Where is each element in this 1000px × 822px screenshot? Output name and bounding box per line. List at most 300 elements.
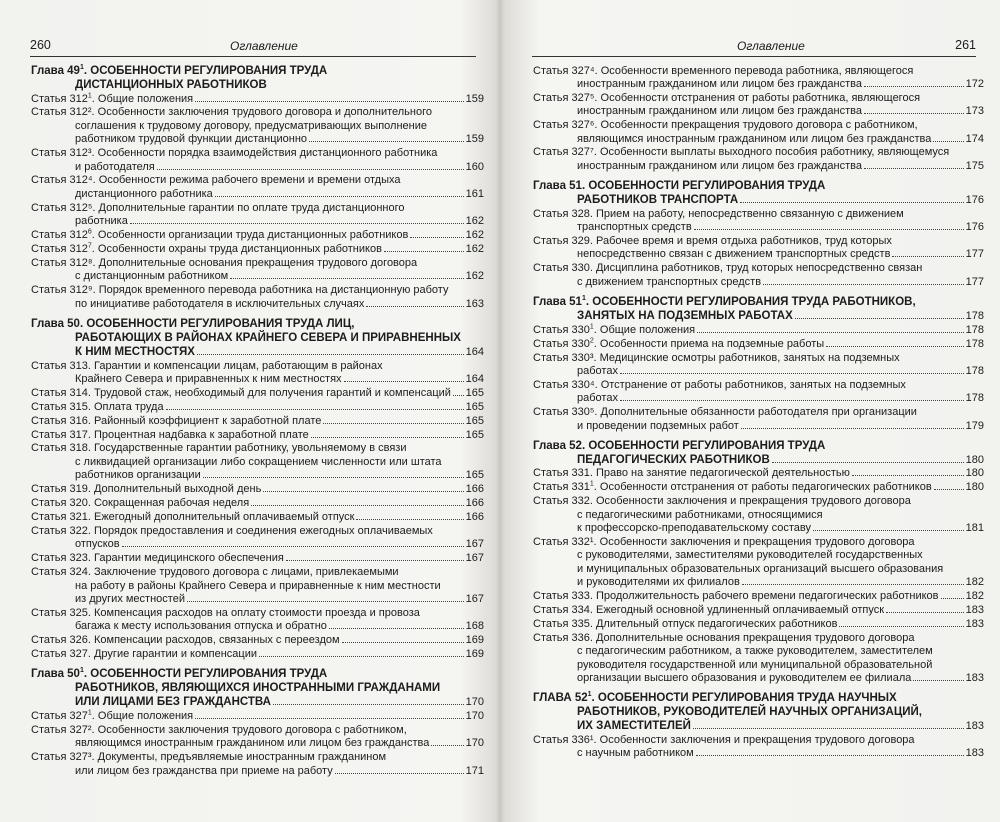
entry-text: работах (577, 364, 618, 377)
dot-leader (941, 598, 964, 599)
entry-line (31, 373, 484, 386)
entry-line (31, 188, 484, 201)
entry-line (533, 672, 984, 685)
entry-text: Статья 323. Гарантии медицинского обеспечения (31, 552, 284, 565)
toc-entry[interactable] (31, 415, 484, 428)
dot-leader (286, 560, 464, 561)
toc-entry[interactable] (31, 552, 484, 565)
entry-text: Статья 326. Компенсации расходов, связанных с переездом (31, 634, 340, 647)
entry-line (31, 648, 484, 661)
entry-line (31, 634, 484, 647)
toc-entry[interactable] (533, 590, 984, 603)
page-ref: 167 (465, 592, 484, 605)
entry-text: ЗАНЯТЫХ НА ПОДЗЕМНЫХ РАБОТАХ (577, 310, 793, 323)
entry-text: Статья $331^1$. Особенности отстранения от работы педагогических работников (533, 480, 932, 494)
entry-text: Статья $330^2$. Особенности приема на подземные работы (533, 336, 825, 350)
page-ref: 175 (965, 159, 984, 172)
entry-text: с научным работником (577, 747, 694, 760)
toc-entry[interactable] (31, 401, 484, 414)
page-ref: 169 (465, 634, 484, 647)
entry-line (31, 620, 484, 633)
dot-leader (742, 584, 964, 585)
toc-chapter (533, 439, 984, 686)
page-ref: 182 (965, 590, 984, 603)
entry-text: с дистанционным работником (75, 270, 229, 283)
toc-chapter (533, 65, 984, 174)
dot-leader (620, 373, 964, 374)
entry-text: Статья 320. Сокращенная рабочая неделя (31, 497, 250, 510)
page-ref: 183 (965, 604, 984, 616)
dot-leader (933, 141, 963, 142)
page-ref: 178 (965, 310, 984, 323)
page-ref: 183 (965, 747, 984, 760)
running-header (532, 36, 976, 57)
entry-text: Статья 314. Трудовой стаж, необходимый для получения гарантий и компенсаций (31, 386, 451, 399)
dot-leader (864, 86, 964, 87)
entry-line (31, 538, 484, 551)
entry-line: Статья 332¹. Особенности заключения и прекращения трудового договора (533, 535, 915, 548)
chapter-heading-line (31, 78, 484, 92)
left-page (0, 0, 496, 822)
entry-text: Статья $312^6$. Особенности организации труда дистанционных работников (31, 228, 409, 242)
toc-entry[interactable] (533, 235, 984, 262)
toc-entry[interactable] (533, 146, 984, 173)
entry-line (31, 737, 484, 750)
entry-text: Статья 319. Дополнительный выходной день (31, 483, 262, 496)
chapter-heading-line (31, 695, 484, 709)
toc-entry[interactable] (31, 360, 484, 387)
toc-entry[interactable] (31, 648, 484, 661)
entry-line (533, 133, 984, 146)
page-ref: 177 (965, 248, 984, 261)
entry-line: Статья 318. Государственные гарантии работнику, увольняемому в связи (31, 442, 407, 455)
page-ref: 170 (465, 696, 484, 709)
chapter-heading[interactable] (533, 439, 984, 467)
dot-leader (122, 546, 464, 547)
chapter-heading-line: РАБОТНИКОВ, РУКОВОДИТЕЛЕЙ НАУЧНЫХ ОРГАНИЗАЦИЙ, (577, 706, 922, 719)
dot-leader (741, 428, 964, 429)
entry-text: Статья 333. Продолжительность рабочего времени педагогических работников (533, 590, 939, 603)
toc-entry[interactable] (533, 406, 984, 433)
dot-leader (311, 437, 464, 438)
page-ref: 171 (465, 764, 484, 777)
page-ref: 165 (465, 428, 484, 441)
entry-text: ПЕДАГОГИЧЕСКИХ РАБОТНИКОВ (577, 453, 770, 466)
page-ref: 176 (965, 221, 984, 234)
toc-entry[interactable] (533, 92, 984, 119)
dot-leader (259, 656, 464, 657)
toc-entry[interactable] (31, 229, 484, 242)
entry-line: с ликвидацией организации либо сокращением численности или штата (75, 455, 442, 468)
dot-leader (203, 477, 464, 478)
running-header (30, 36, 476, 57)
dot-leader (892, 256, 963, 257)
entry-line: Статья 322. Порядок предоставления и соединения ежегодных оплачиваемых (31, 524, 433, 537)
entry-line (31, 243, 484, 256)
toc-entry[interactable] (533, 262, 984, 289)
chapter-heading-line (533, 453, 984, 467)
toc-entry[interactable] (533, 119, 984, 146)
entry-text: Крайнего Севера и приравненных к ним местностях (75, 372, 342, 385)
entry-text: Статья 316. Районный коэффициент к заработной плате (31, 414, 322, 427)
toc-entry[interactable] (31, 607, 484, 634)
page-ref: 163 (465, 297, 484, 310)
entry-text: ИЛИ ЛИЦАМИ БЕЗ ГРАЖДАНСТВА (75, 696, 271, 709)
chapter-heading-line (533, 719, 984, 733)
entry-line: Статья 312². Особенности заключения трудового договора и дополнительного (31, 106, 432, 119)
page-ref: 167 (465, 538, 484, 551)
toc-entry[interactable] (31, 257, 484, 284)
entry-text: дистанционного работника (75, 187, 213, 200)
dot-leader (187, 601, 464, 602)
entry-line (31, 387, 484, 400)
toc-entry[interactable] (31, 525, 484, 552)
entry-text: Статья 315. Оплата труда (31, 400, 164, 413)
chapter-heading[interactable] (533, 691, 984, 733)
entry-text: работах (577, 392, 618, 405)
dot-leader (772, 462, 964, 463)
toc-entry[interactable] (533, 338, 984, 351)
page-ref: 178 (965, 364, 984, 377)
entry-text: и руководителями их филиалов (577, 576, 740, 589)
entry-line (533, 467, 984, 480)
toc-entry[interactable] (31, 93, 484, 106)
entry-line (533, 105, 984, 118)
table-of-contents (31, 64, 484, 778)
toc-entry[interactable] (533, 536, 984, 590)
page-ref: 165 (465, 414, 484, 427)
dot-leader (694, 229, 964, 230)
toc-entry[interactable] (31, 511, 484, 524)
page-ref: 180 (965, 453, 984, 466)
toc-entry[interactable] (31, 497, 484, 510)
entry-text: работника (75, 215, 128, 228)
dot-leader (263, 491, 463, 492)
toc-entry[interactable] (31, 147, 484, 174)
entry-line (533, 392, 984, 405)
page-ref: 162 (465, 215, 484, 228)
entry-line (533, 747, 984, 760)
entry-line (31, 497, 484, 510)
chapter-heading[interactable] (533, 179, 984, 207)
page-ref: 183 (965, 720, 984, 733)
entry-line (533, 78, 984, 91)
entry-line (533, 590, 984, 603)
entry-text: непосредственно связан с движением транспортных средств (577, 248, 891, 261)
chapter-heading-line: РАБОТНИКОВ, ЯВЛЯЮЩИХСЯ ИНОСТРАННЫМИ ГРАЖДАНАМИ (75, 682, 441, 695)
toc-entry[interactable] (31, 106, 484, 146)
toc-entry[interactable] (533, 379, 984, 406)
dot-leader (864, 168, 964, 169)
entry-line (31, 710, 484, 723)
entry-text: являющимся иностранным гражданином или лицом без гражданства (75, 737, 430, 750)
toc-entry[interactable] (533, 734, 984, 761)
entry-line (31, 511, 484, 524)
page-ref: 183 (965, 617, 984, 630)
dot-leader (693, 728, 964, 729)
page-ref: 170 (465, 709, 484, 722)
entry-line (31, 552, 484, 565)
dot-leader (763, 284, 964, 285)
chapter-heading-line: Глава 50. ОСОБЕННОСТИ РЕГУЛИРОВАНИЯ ТРУДА ЛИЦ, (31, 318, 355, 330)
toc-entry[interactable] (533, 632, 984, 686)
page-ref: 165 (465, 469, 484, 482)
toc-entry[interactable] (533, 481, 984, 494)
toc-entry[interactable] (31, 566, 484, 606)
toc-entry[interactable] (31, 429, 484, 442)
entry-text: с движением транспортных средств (577, 275, 762, 288)
entry-line (31, 133, 484, 146)
dot-leader (251, 505, 463, 506)
entry-text: Статья 331. Право на занятие педагогической деятельностью (533, 467, 850, 480)
entry-line (533, 365, 984, 378)
page-ref: 172 (965, 77, 984, 90)
dot-leader (697, 332, 964, 333)
toc-entry[interactable] (31, 243, 484, 256)
toc-entry[interactable] (533, 352, 984, 379)
toc-entry[interactable] (31, 724, 484, 751)
chapter-heading[interactable] (533, 295, 984, 323)
page-ref: 178 (965, 337, 984, 350)
entry-line: соглашения к трудовому договору, предусматривающих выполнение (75, 119, 427, 132)
toc-entry[interactable] (533, 495, 984, 535)
toc-entry[interactable] (31, 174, 484, 201)
entry-line: Статья 312³. Особенности порядка взаимодействия дистанционного работника (31, 147, 438, 160)
entry-text: иностранным гражданином или лицом без гражданства (577, 105, 862, 118)
dot-leader (195, 718, 464, 719)
entry-line: и муниципальных образовательных организаций высшего образования (577, 562, 944, 575)
dot-leader (215, 196, 464, 197)
page-number: 261 (955, 38, 976, 52)
entry-line: Статья 330⁵. Дополнительные обязанности работодателя при организации (533, 406, 917, 419)
page-ref: 169 (465, 648, 484, 661)
dot-leader (813, 530, 964, 531)
page-ref: 180 (965, 467, 984, 480)
chapter-heading-line (533, 309, 984, 323)
entry-line (533, 420, 984, 433)
dot-leader (934, 489, 964, 490)
chapter-heading-line: Глава 51. ОСОБЕННОСТИ РЕГУЛИРОВАНИЯ ТРУДА (533, 180, 826, 193)
entry-line (533, 160, 984, 173)
toc-entry[interactable] (31, 710, 484, 723)
chapter-heading-line: Глава 52. ОСОБЕННОСТИ РЕГУЛИРОВАНИЯ ТРУДА (533, 439, 826, 452)
page-ref: 173 (965, 105, 984, 118)
entry-line (533, 618, 984, 631)
entry-line: Статья 325. Компенсация расходов на оплату стоимости проезда и провоза (31, 606, 420, 619)
chapter-heading[interactable] (31, 317, 484, 359)
toc-entry[interactable] (31, 634, 484, 647)
dot-leader (366, 306, 463, 307)
dot-leader (342, 642, 464, 643)
toc-entry[interactable] (31, 483, 484, 496)
entry-text: работником трудовой функции дистанционно (75, 133, 308, 146)
entry-text: Статья $312^7$. Особенности охраны труда дистанционных работников (31, 242, 382, 255)
toc-entry[interactable] (533, 65, 984, 92)
entry-text: и проведении подземных работ (577, 419, 739, 432)
dot-leader (795, 318, 964, 319)
page-ref: 177 (965, 275, 984, 288)
entry-line (533, 604, 984, 617)
entry-text: Статья $330^1$. Общие положения (533, 323, 696, 336)
entry-line: Статья 312⁹. Порядок временного перевода работника на дистанционную работу (31, 284, 449, 297)
entry-line: Статья 312⁵. Дополнительные гарантии по оплате труда дистанционного (31, 201, 405, 214)
entry-line: Статья 327⁴. Особенности временного перевода работника, являющегося (533, 64, 914, 77)
entry-text: или лицом без гражданства при приеме на работу (75, 764, 333, 777)
page-ref: 180 (965, 481, 984, 494)
dot-leader (913, 680, 963, 681)
page-ref: 181 (965, 522, 984, 535)
dot-leader (157, 169, 464, 170)
toc-chapter (31, 667, 484, 778)
running-title: Оглавление (230, 39, 298, 53)
dot-leader (384, 251, 464, 252)
entry-text: из других местностей (75, 592, 185, 605)
entry-line (31, 93, 484, 106)
running-title: Оглавление (737, 39, 805, 53)
entry-text: Статья $327^1$. Общие положения (31, 709, 194, 722)
chapter-heading[interactable] (31, 64, 484, 92)
chapter-heading-line (533, 193, 984, 207)
entry-text: иностранным гражданином или лицом без гражданства (577, 77, 862, 90)
dot-leader (839, 626, 963, 627)
entry-line: Статья 332. Особенности заключения и прекращения трудового договора (533, 495, 911, 508)
toc-chapter (31, 317, 484, 661)
page-ref: 164 (465, 346, 484, 358)
entry-text: организации высшего образования и руководителем ее филиала (577, 672, 912, 685)
entry-line: Статья 312⁸. Дополнительные основания прекращения трудового договора (31, 256, 418, 269)
entry-line: на работу в районы Крайнего Севера и приравненные к ним местности (75, 579, 441, 592)
entry-line: Статья 336¹. Особенности заключения и прекращения трудового договора (533, 733, 915, 746)
dot-leader (431, 745, 463, 746)
dot-leader (620, 400, 964, 401)
page-ref: 183 (965, 672, 984, 685)
dot-leader (273, 704, 464, 705)
entry-line (31, 270, 484, 283)
entry-line: с педагогическими работниками, относящимися (577, 508, 823, 521)
entry-text: Статья 327. Другие гарантии и компенсации (31, 648, 258, 661)
dot-leader (344, 381, 464, 382)
dot-leader (453, 395, 464, 396)
page-ref: 178 (965, 392, 984, 405)
chapter-heading-line (31, 345, 484, 359)
dot-leader (230, 278, 463, 279)
entry-line (31, 215, 484, 228)
dot-leader (130, 223, 464, 224)
dot-leader (852, 475, 964, 476)
page-ref: 178 (965, 323, 984, 336)
page-ref: 167 (465, 552, 484, 565)
page-ref: 168 (465, 620, 484, 633)
entry-text: багажа к месту использования отпуска и обратно (75, 620, 327, 633)
entry-text: Статья 321. Ежегодный дополнительный оплачиваемый отпуск (31, 510, 355, 523)
entry-line (31, 469, 484, 482)
toc-entry[interactable] (31, 442, 484, 482)
entry-text: Статья 335. Длительный отпуск педагогических работников (533, 617, 838, 630)
page-ref: 165 (465, 400, 484, 413)
entry-line: Статья 327⁷. Особенности выплаты выходного пособия работнику, являющемуся (533, 146, 950, 159)
toc-entry[interactable] (31, 751, 484, 778)
entry-line: Статья 324. Заключение трудового договора с лицами, привлекаемыми (31, 566, 399, 579)
entry-line (533, 522, 984, 535)
table-of-contents (533, 64, 984, 761)
entry-text: работников организации (75, 469, 201, 482)
toc-entry[interactable] (533, 324, 984, 337)
dot-leader (696, 755, 964, 756)
toc-entry[interactable] (533, 208, 984, 235)
entry-line: с педагогическим работником, а также руководителем, заместителем (577, 645, 933, 658)
page-ref: 161 (465, 187, 484, 200)
page-ref: 170 (465, 737, 484, 750)
entry-line: с руководителями, заместителями руководителей государственных (577, 549, 923, 562)
page-ref: 174 (965, 132, 984, 145)
toc-entry[interactable] (31, 387, 484, 400)
entry-line (533, 248, 984, 261)
entry-line: Статья 336. Дополнительные основания прекращения трудового договора (533, 631, 915, 644)
toc-entry[interactable] (533, 618, 984, 631)
toc-chapter (31, 64, 484, 311)
page-ref: 162 (465, 270, 484, 283)
toc-entry[interactable] (31, 284, 484, 311)
dot-leader (740, 202, 963, 203)
entry-text: Статья 317. Процентная надбавка к заработной плате (31, 428, 309, 441)
entry-line (533, 576, 984, 589)
entry-line (31, 429, 484, 442)
page-ref: 164 (465, 372, 484, 385)
dot-leader (309, 141, 464, 142)
chapter-heading-line: ГЛАВА $52^1$. ОСОБЕННОСТИ РЕГУЛИРОВАНИЯ ТРУДА НАУЧНЫХ (533, 691, 897, 705)
toc-chapter (533, 691, 984, 760)
entry-text: и работодателя (75, 160, 155, 173)
entry-line (31, 593, 484, 606)
dot-leader (197, 354, 464, 355)
page-ref: 159 (465, 92, 484, 105)
entry-text: иностранным гражданином или лицом без гражданства (577, 159, 862, 172)
dot-leader (329, 628, 464, 629)
entry-line: Статья 327². Особенности заключения трудового договора с работником, (31, 723, 407, 736)
entry-line (31, 161, 484, 174)
toc-chapter (533, 295, 984, 433)
entry-line (31, 298, 484, 311)
entry-line (31, 229, 484, 242)
entry-text: К НИМ МЕСТНОСТЯХ (75, 346, 195, 358)
entry-text: к профессорско-преподавательскому составу (577, 522, 811, 535)
entry-line (533, 338, 984, 351)
chapter-heading[interactable] (31, 667, 484, 709)
page-ref: 159 (465, 133, 484, 146)
dot-leader (166, 409, 464, 410)
page-ref: 165 (465, 386, 484, 399)
toc-entry[interactable] (31, 202, 484, 229)
entry-line: Статья 328. Прием на работу, непосредственно связанную с движением (533, 207, 904, 220)
entry-line (533, 221, 984, 234)
entry-line (533, 276, 984, 289)
toc-entry[interactable] (533, 604, 984, 617)
dot-leader (195, 101, 464, 102)
entry-text: по инициативе работодателя в исключительных случаях (75, 297, 365, 310)
dot-leader (323, 423, 463, 424)
page-ref: 182 (965, 576, 984, 589)
dot-leader (410, 237, 463, 238)
entry-line (31, 765, 484, 778)
entry-line (31, 401, 484, 414)
entry-line: Статья 330. Дисциплина работников, труд которых непосредственно связан (533, 262, 923, 275)
entry-text: отпусков (75, 538, 120, 551)
toc-entry[interactable] (533, 467, 984, 480)
entry-line (533, 481, 984, 494)
page-ref: 166 (465, 510, 484, 523)
entry-text: РАБОТНИКОВ ТРАНСПОРТА (577, 194, 739, 207)
entry-line (31, 415, 484, 428)
